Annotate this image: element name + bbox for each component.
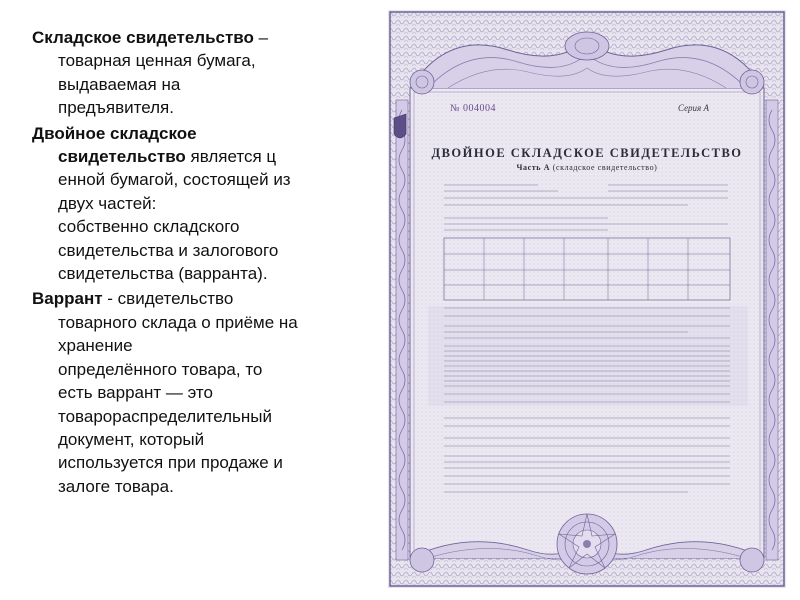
text-column	[32, 26, 350, 500]
definition-line: двух частей:	[58, 193, 157, 213]
definition-line: хранение	[58, 336, 133, 356]
definition-line: енной бумагой, состоящей из	[58, 170, 291, 190]
term-double-certificate-cont: свидетельство	[58, 147, 186, 167]
paragraph-double-certificate	[32, 122, 350, 286]
certificate-series: Серия А	[678, 103, 709, 113]
term-double-certificate: Двойное складское	[32, 123, 197, 143]
definition-line: выдаваемая на	[58, 74, 181, 94]
definition-line: залоге товара.	[58, 476, 174, 496]
certificate-title: ДВОЙНОЕ СКЛАДСКОЕ СВИДЕТЕЛЬСТВО	[431, 146, 743, 160]
definition-line: есть варрант — это	[58, 383, 213, 403]
definition-line: товарораспределительный	[58, 406, 272, 426]
certificate-part: Часть А	[516, 163, 551, 172]
definition-line: свидетельства (варранта).	[58, 264, 268, 284]
certificate-number: № 004004	[450, 103, 497, 114]
definition-line: - свидетельство	[102, 289, 234, 309]
paragraph-warrant	[32, 287, 350, 498]
dash: –	[253, 28, 269, 47]
certificate-image	[388, 10, 786, 588]
definition-line: определённого товара, то	[58, 359, 263, 379]
definition-line: документ, который	[58, 429, 205, 449]
certificate-ornament	[388, 10, 786, 588]
definition-line: предъявителя.	[58, 98, 174, 118]
certificate-subtitle	[388, 163, 786, 172]
term-warehouse-certificate: Складское свидетельство	[32, 28, 254, 47]
term-warrant: Варрант	[32, 289, 103, 309]
paragraph-warehouse-certificate	[32, 26, 350, 120]
definition-line: свидетельства и залогового	[58, 240, 279, 260]
definition-line: используется при продаже и	[58, 453, 283, 473]
certificate-part-note: (складское свидетельство)	[552, 163, 658, 172]
definition-line: товарная ценная бумага,	[58, 51, 256, 71]
definition-line: товарного склада о приёме на	[58, 312, 298, 332]
definition-line: является ц	[185, 147, 277, 167]
definition-line: собственно складского	[58, 217, 240, 237]
